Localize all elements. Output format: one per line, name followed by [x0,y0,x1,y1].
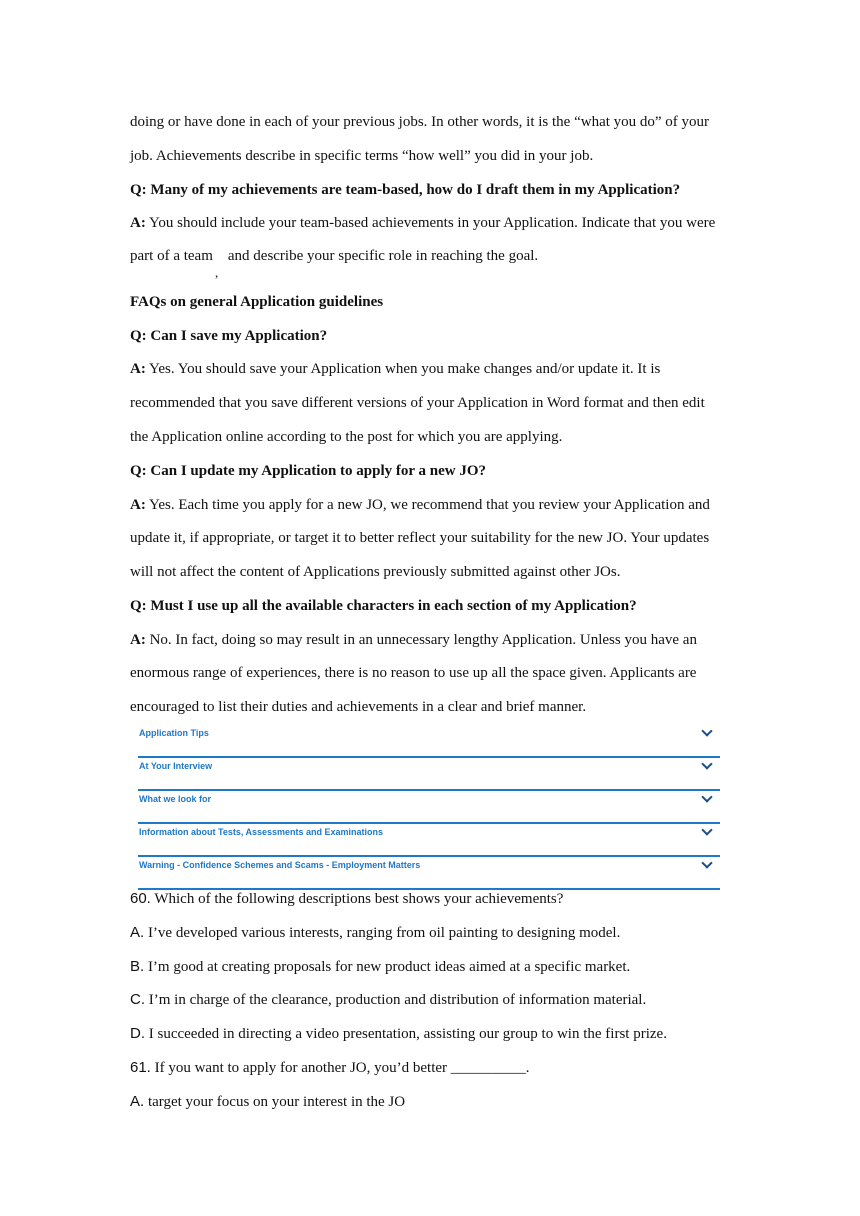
option-letter: C. [130,991,145,1008]
option-text: target your focus on your interest in the JO [144,1094,406,1110]
answer-text: You should include your team-based achievements in your Application. Indicate that you were [145,215,716,231]
question-number: 61. [130,1059,151,1076]
faq-question: Q: Must I use up all the available characters in each section of my Application? [130,598,637,614]
answer-prefix: A: [130,361,146,377]
option-text: I’ve developed various interests, ranging from oil painting to designing model. [144,925,621,941]
accordion-label: Information about Tests, Assessments and Examinations [139,827,384,837]
option-text: I’m good at creating proposals for new product ideas aimed at a specific market. [144,959,631,975]
chevron-down-icon[interactable] [701,725,712,736]
option-letter: B. [130,958,145,975]
option-letter: A. [130,1093,145,1110]
answer-text: Yes. You should save your Application when you make changes and/or update it. It is [145,361,661,377]
answer-prefix: A: [130,215,146,231]
question-text: Which of the following descriptions best shows your achievements? [150,891,564,907]
stray-comma: , [215,265,219,280]
question-number: 60. [130,890,151,907]
faq-answer [130,359,660,379]
accordion-label: What we look for [139,794,211,804]
accordion-label: Application Tips [139,728,209,738]
faq-question: Q: Many of my achievements are team-based, how do I draft them in my Application? [130,182,681,198]
faq-answer [130,495,710,515]
faq-question: Q: Can I save my Application? [130,328,328,344]
paragraph-line: the Application online according to the post for which you are applying. [130,429,563,445]
option-text: I’m in charge of the clearance, production and distribution of information material. [145,992,647,1008]
accordion-what-we-look-for[interactable] [138,789,720,824]
chevron-down-icon[interactable] [701,824,712,835]
option-letter: A. [130,924,145,941]
accordion-at-your-interview[interactable] [138,756,720,791]
chevron-down-icon[interactable] [701,857,712,868]
question-61 [130,1058,530,1078]
chevron-down-icon[interactable] [701,791,712,802]
paragraph-line: doing or have done in each of your previous jobs. In other words, it is the “what you do” of your [130,114,710,130]
section-heading: FAQs on general Application guidelines [130,294,384,310]
accordion-scam-warning[interactable] [138,855,720,890]
paragraph-line: job. Achievements describe in specific terms “how well” you did in your job. [130,148,594,164]
answer-text: No. In fact, doing so may result in an unnecessary lengthy Application. Unless you have an [145,632,697,648]
option-a [130,923,620,943]
answer-text: Yes. Each time you apply for a new JO, we recommend that you review your Application and [145,497,710,513]
accordion-application-tips[interactable] [138,723,720,758]
chevron-down-icon[interactable] [701,758,712,769]
question-text: If you want to apply for another JO, you’d better __________. [150,1060,530,1076]
option-c [130,990,646,1010]
accordion-label: At Your Interview [139,761,213,771]
option-b [130,957,630,977]
faq-answer [130,213,715,233]
option-a [130,1092,405,1112]
paragraph-line: part of a team and describe your specific role in reaching the goal. [130,248,539,264]
faq-question: Q: Can I update my Application to apply for a new JO? [130,463,487,479]
answer-prefix: A: [130,497,146,513]
accordion-label: Warning - Confidence Schemes and Scams - Employment Matters [139,860,421,870]
option-text: I succeeded in directing a video presentation, assisting our group to win the first prize. [145,1026,667,1042]
question-60 [130,889,563,909]
accordion-tests-info[interactable] [138,822,720,857]
option-d [130,1024,667,1044]
paragraph-line: recommended that you save different versions of your Application in Word format and then edit [130,395,705,411]
paragraph-line: encouraged to list their duties and achievements in a clear and brief manner. [130,699,587,715]
paragraph-line: update it, if appropriate, or target it to better reflect your suitability for the new JO. Your updates [130,530,710,546]
faq-answer [130,630,697,650]
option-letter: D. [130,1025,145,1042]
answer-prefix: A: [130,632,146,648]
paragraph-line: enormous range of experiences, there is no reason to use up all the space given. Applicants are [130,665,697,681]
paragraph-line: will not affect the content of Applications previously submitted against other JOs. [130,564,621,580]
